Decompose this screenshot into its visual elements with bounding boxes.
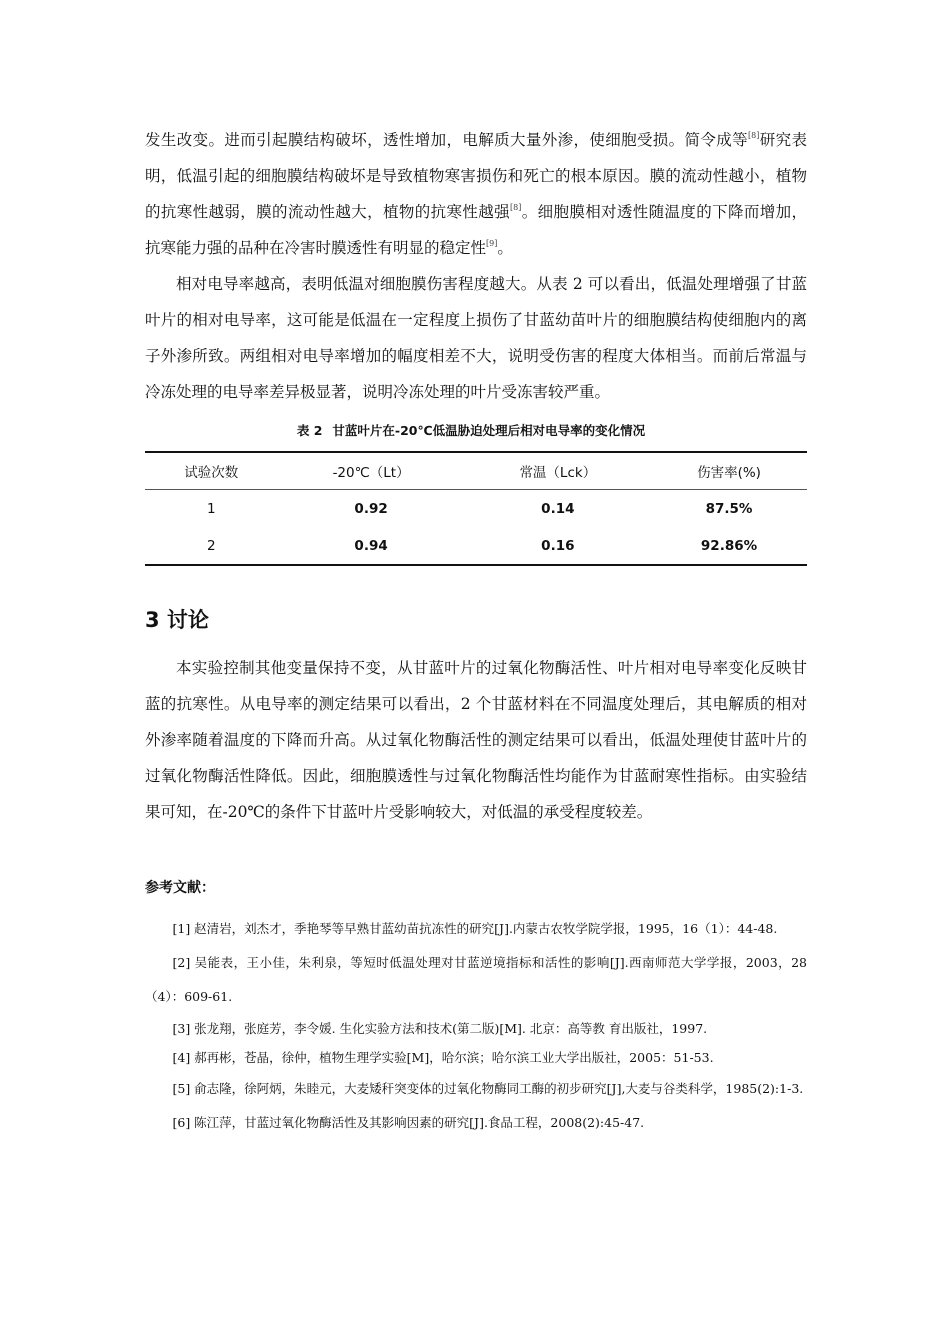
column-header: 伤害率(%): [651, 452, 807, 490]
paragraph-text: 。细胞膜相对透性随温度的下降而增加，抗寒能力强的品种在冷害时膜透性有明显的稳定性: [145, 203, 807, 257]
table-header-row: [145, 452, 807, 490]
paragraph-text: 发生改变。进而引起膜结构破坏，透性增加，电解质大量外渗，使细胞受损。简令成等: [145, 131, 749, 149]
table-row: [145, 490, 807, 528]
table-label: 表 2: [296, 423, 323, 438]
citation: [8]: [510, 203, 522, 212]
reference-list: [145, 912, 807, 1140]
table-caption: [145, 421, 807, 439]
paragraph-text: 。: [497, 239, 513, 257]
table-cell: 0.92: [354, 500, 388, 517]
paragraph-membrane-damage: [145, 122, 807, 266]
reference-item: [1] 赵清岩，刘杰才，季艳琴等早熟甘蓝幼苗抗冻性的研究[J].内蒙古农牧学院学报，1995，16（1）：44-48.: [172, 921, 778, 936]
citation: [8]: [748, 131, 760, 140]
column-header: 常温（Lck）: [465, 452, 651, 490]
table-row: [145, 527, 807, 565]
paragraph-text: 研究表明，低温引起的细胞膜结构破坏是导致植物寒害损伤和死亡的根本原因。膜的流动性越小，植物的抗寒性越弱，膜的流动性越大，植物的抗寒性越强: [145, 131, 807, 221]
table-cell: 0.16: [465, 527, 651, 565]
column-header: -20℃（Lt）: [278, 452, 465, 490]
paragraph-conductivity: 相对电导率越高，表明低温对细胞膜伤害程度越大。从表 2 可以看出，低温处理增强了甘蓝叶片的相对电导率，这可能是低温在一定程度上损伤了甘蓝幼苗叶片的细胞膜结构使细胞内的离子外渗所致。两组相对电导率增加的幅度相差不大，说明受伤害的程度大体相当。而前后常温与冷冻处理的电导率差异极显著，说明冷冻处理的叶片受冻害较严重。: [145, 275, 807, 401]
paragraph-discussion: 本实验控制其他变量保持不变，从甘蓝叶片的过氧化物酶活性、叶片相对电导率变化反映甘蓝的抗寒性。从电导率的测定结果可以看出，2 个甘蓝材料在不同温度处理后，其电解质的相对外渗率随着温度的下降而升高。从过氧化物酶活性的测定结果可以看出，低温处理使甘蓝叶片的过氧化物酶活性降低。因此，细胞膜透性与过氧化物酶活性均能作为甘蓝耐寒性指标。由实验结果可知，在-20℃的条件下甘蓝叶片受影响较大，对低温的承受程度较差。: [145, 659, 807, 821]
table-cell: 87.5%: [705, 500, 753, 517]
table-cell: 1: [206, 500, 216, 517]
citation: [9]: [486, 239, 498, 248]
references-heading: 参考文献：: [145, 880, 215, 896]
table-cell: 0.94: [278, 527, 465, 565]
reference-item: [6] 陈江萍，甘蓝过氧化物酶活性及其影响因素的研究[J].食品工程，2008(2):45-47.: [172, 1115, 645, 1130]
table-title: 甘蓝叶片在-20℃低温胁迫处理后相对电导率的变化情况: [332, 423, 646, 438]
table-cell: 2: [145, 527, 278, 565]
conductivity-table: [145, 451, 807, 566]
table-cell: 92.86%: [651, 527, 807, 565]
reference-item: [4] 郝再彬，苍晶，徐仲，植物生理学实验[M]，哈尔滨；哈尔滨工业大学出版社，2005：51-53.: [172, 1050, 714, 1065]
reference-item: [2] 吴能表，王小佳，朱利泉，等短时低温处理对甘蓝逆境指标和活性的影响[J].西南师范大学学报，2003，28（4）：609-61.: [145, 955, 807, 1004]
column-header: 试验次数: [145, 452, 278, 490]
section-heading-discussion: 3 讨论: [145, 608, 209, 632]
reference-item: [3] 张龙翔，张庭芳，李令媛. 生化实验方法和技术(第二版)[M]. 北京：高等教 育出版社，1997.: [172, 1021, 708, 1036]
table-cell: 0.14: [541, 500, 575, 517]
reference-item: [5] 俞志隆，徐阿炳，朱睦元，大麦矮秆突变体的过氧化物酶同工酶的初步研究[J],大麦与谷类科学，1985(2):1-3.: [172, 1081, 804, 1096]
